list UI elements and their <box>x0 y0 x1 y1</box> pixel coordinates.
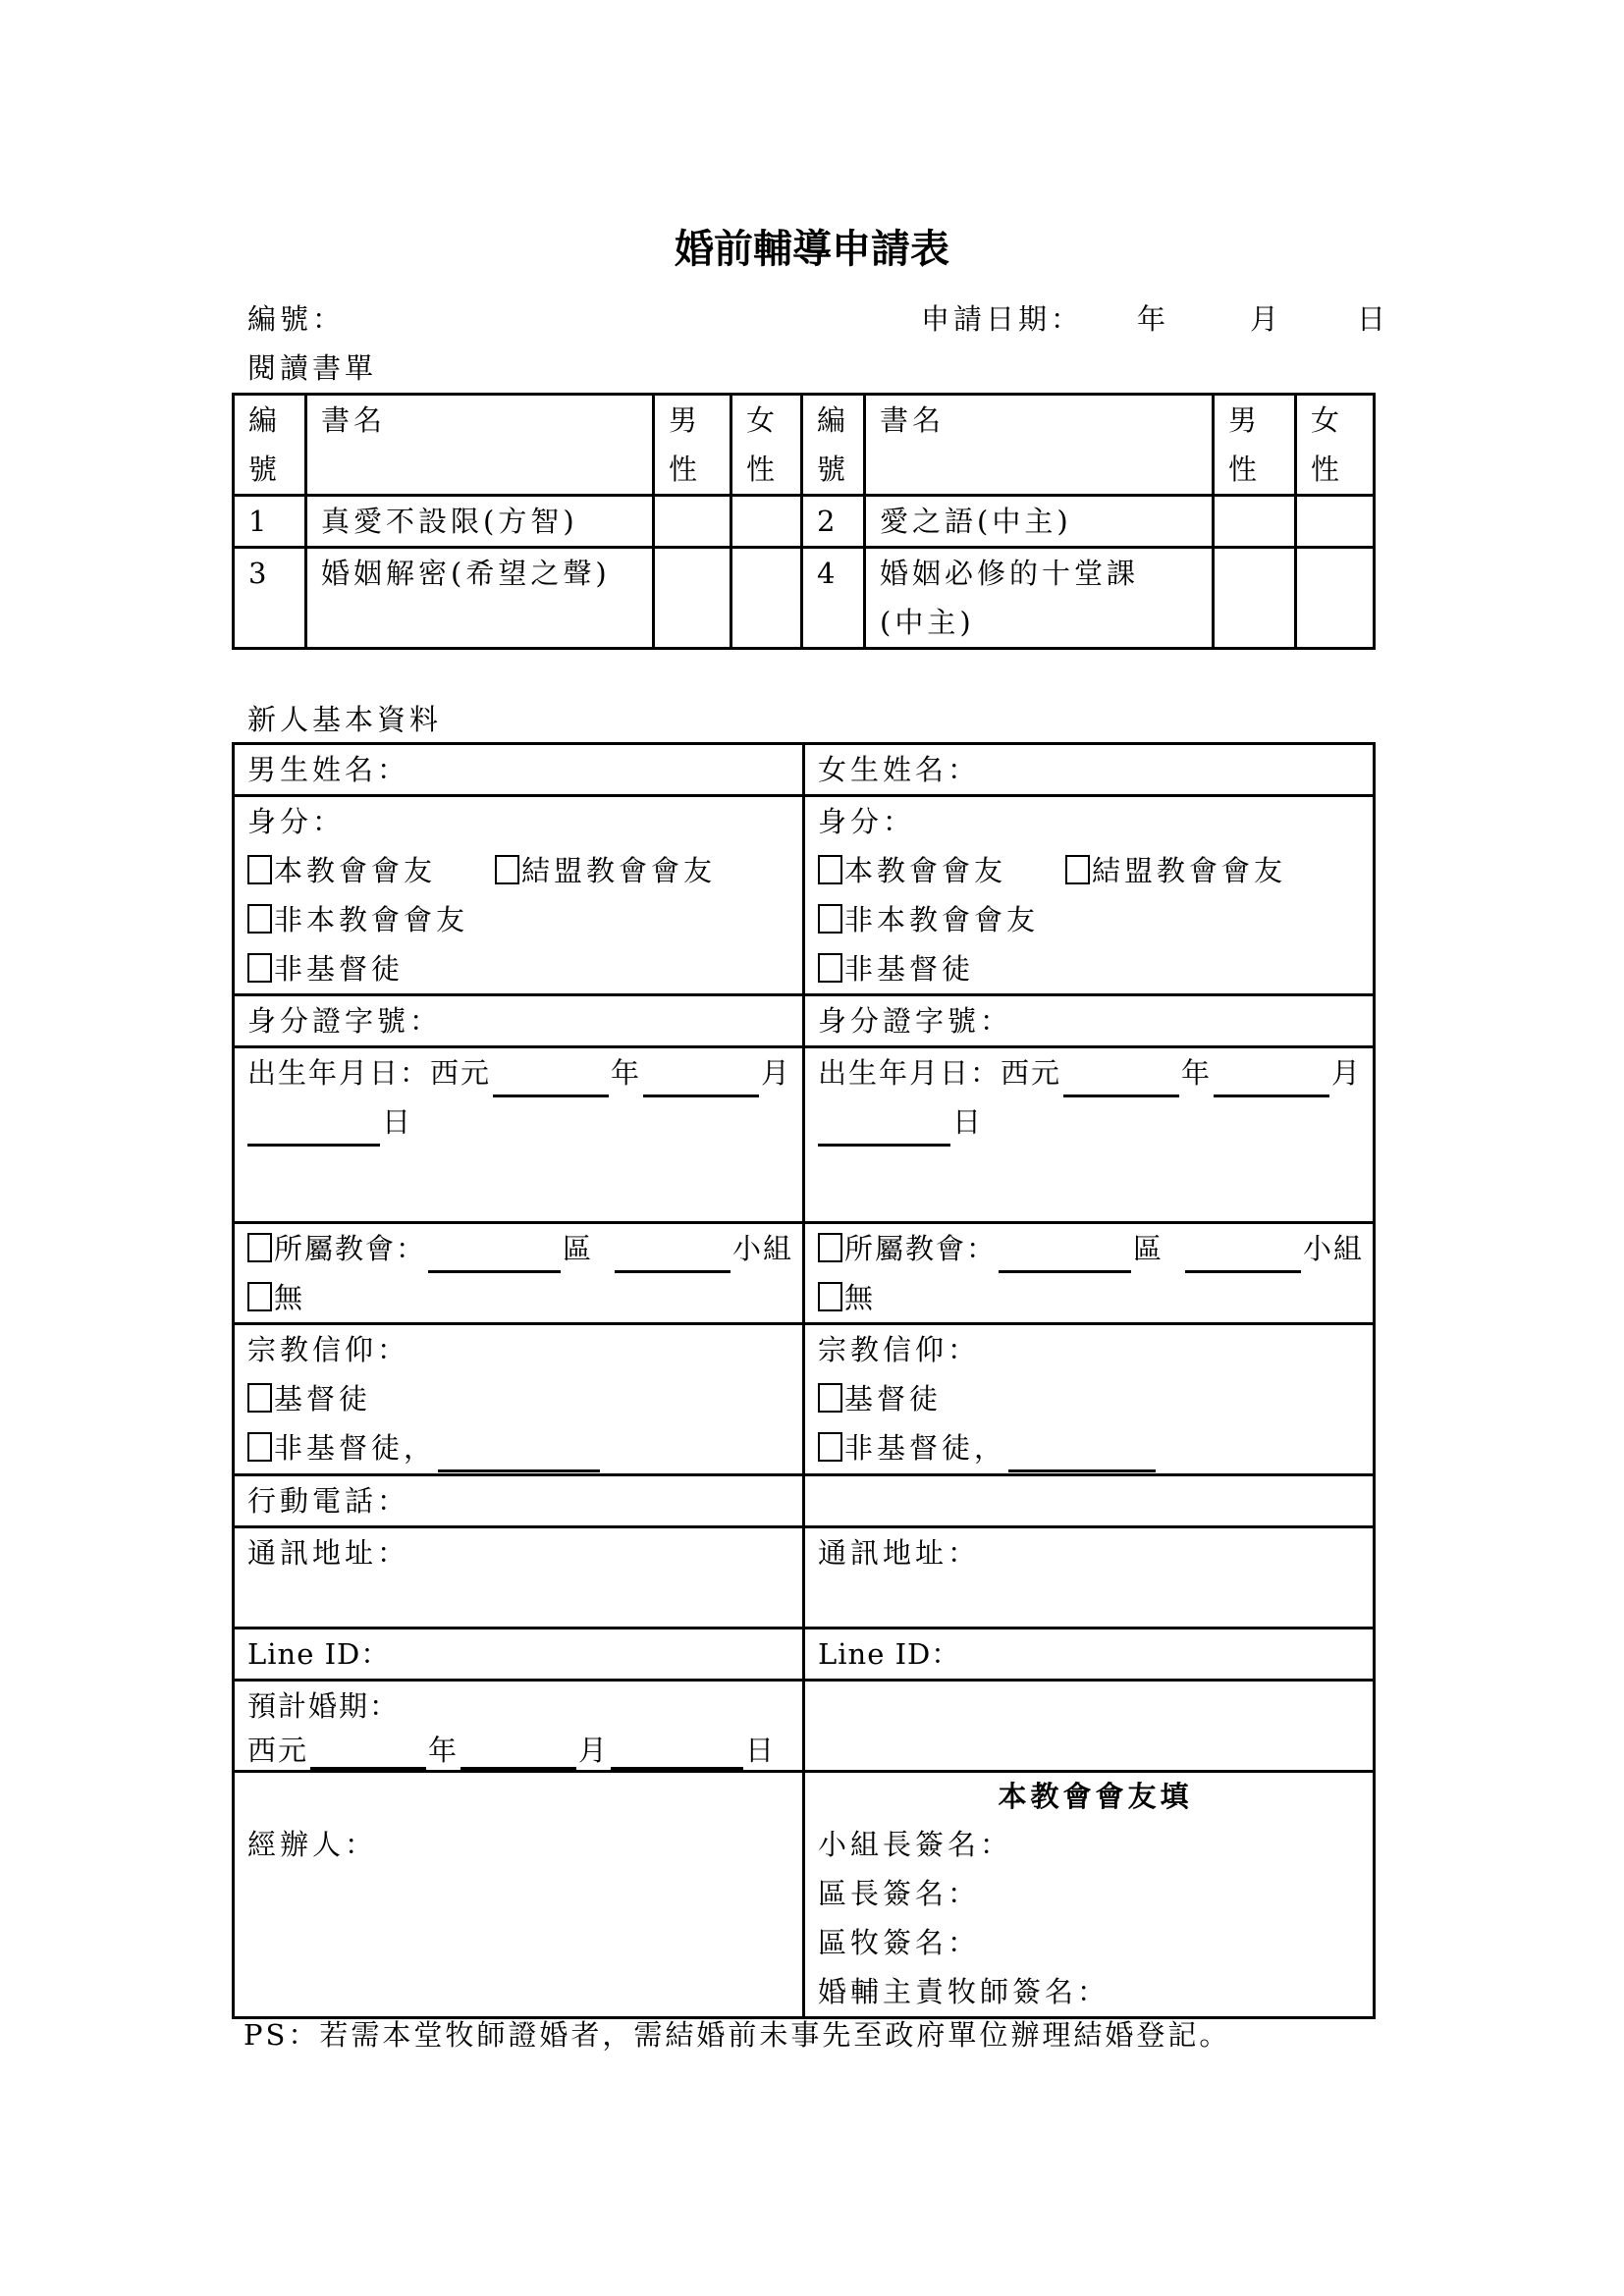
book-male-check[interactable] <box>654 496 731 548</box>
birth-day-blank[interactable] <box>818 1110 950 1147</box>
apply-date-year: 年 <box>1137 302 1170 336</box>
male-name-field[interactable]: 男生姓名： <box>234 744 804 796</box>
male-id-number-field[interactable]: 身分證字號： <box>234 995 804 1047</box>
female-address-field[interactable]: 通訊地址： <box>804 1527 1375 1629</box>
male-line-id-field[interactable]: Line ID： <box>234 1629 804 1681</box>
birth-year-blank[interactable] <box>1063 1061 1179 1097</box>
col-title: 書名 <box>306 395 654 496</box>
checkbox-own-church[interactable]: 本教會會友 <box>818 854 1006 887</box>
checkbox-not-own-church[interactable]: 非本教會會友 <box>818 895 1373 944</box>
checkbox-church[interactable]: 所屬教會： 區 小組 <box>247 1224 802 1273</box>
religion-label: 宗教信仰： <box>247 1333 410 1366</box>
group-leader-signature[interactable]: 小組長簽名： <box>818 1828 1013 1861</box>
book-title: 婚姻必修的十堂課 (中主) <box>865 548 1214 649</box>
handler-label: 經辦人： <box>247 1828 378 1861</box>
checkbox-icon[interactable] <box>247 855 272 884</box>
checkbox-icon[interactable] <box>247 1233 272 1262</box>
female-birth-date-cell[interactable]: 出生年月日：西元 年 月 日 <box>804 1047 1375 1223</box>
book-title: 真愛不設限(方智) <box>306 496 654 548</box>
checkbox-icon[interactable] <box>1065 855 1090 884</box>
birth-year-blank[interactable] <box>493 1061 609 1097</box>
wedding-date-label: 預計婚期： <box>247 1689 401 1723</box>
col-number: 編 號 <box>234 395 306 496</box>
col-male: 男 性 <box>654 395 731 496</box>
member-section-heading: 本教會會友填 <box>998 1780 1193 1813</box>
birth-month-blank[interactable] <box>1214 1061 1329 1097</box>
district-blank[interactable] <box>428 1237 561 1273</box>
wedding-date-cell[interactable]: 預計婚期： 西元 年 月 日 <box>234 1681 804 1772</box>
checkbox-allied-church[interactable]: 結盟教會會友 <box>495 854 716 887</box>
book-female-check[interactable] <box>1296 496 1375 548</box>
female-identity-cell <box>804 796 1375 995</box>
checkbox-non-christian-religion[interactable]: 非基督徒， <box>818 1423 1373 1472</box>
checkbox-icon[interactable] <box>818 1383 842 1413</box>
district-leader-signature[interactable]: 區長簽名： <box>818 1877 981 1910</box>
checkbox-allied-church[interactable]: 結盟教會會友 <box>1065 854 1286 887</box>
book-title: 婚姻解密(希望之聲) <box>306 548 654 649</box>
male-identity-cell <box>234 796 804 995</box>
checkbox-icon[interactable] <box>818 1233 842 1262</box>
apply-date-label: 申請日期： <box>921 302 1084 336</box>
checkbox-icon[interactable] <box>818 953 842 983</box>
checkbox-none[interactable]: 無 <box>247 1273 802 1322</box>
col-female: 女 性 <box>731 395 802 496</box>
male-address-field[interactable]: 通訊地址： <box>234 1527 804 1629</box>
male-religion-cell <box>234 1324 804 1475</box>
form-number-label: 編號： <box>247 302 346 336</box>
book-number: 1 <box>234 496 306 548</box>
checkbox-christian[interactable]: 基督徒 <box>818 1374 1373 1423</box>
religion-blank[interactable] <box>438 1436 600 1472</box>
group-blank[interactable] <box>615 1237 731 1273</box>
checkbox-non-christian-religion[interactable]: 非基督徒， <box>247 1423 802 1472</box>
wedding-year-blank[interactable] <box>310 1734 426 1770</box>
checkbox-christian[interactable]: 基督徒 <box>247 1374 802 1423</box>
checkbox-icon[interactable] <box>247 1432 272 1462</box>
book-title: 愛之語(中主) <box>865 496 1214 548</box>
male-birth-date-cell[interactable]: 出生年月日：西元 年 月 日 <box>234 1047 804 1223</box>
book-female-check[interactable] <box>1296 548 1375 649</box>
checkbox-icon[interactable] <box>495 855 519 884</box>
book-number: 4 <box>802 548 865 649</box>
col-title: 書名 <box>865 395 1214 496</box>
reading-list-header-row <box>234 395 1375 496</box>
reading-list-label: 閱讀書單 <box>247 351 378 385</box>
reading-list-table <box>232 393 1376 650</box>
checkbox-icon[interactable] <box>247 953 272 983</box>
female-religion-cell <box>804 1324 1375 1475</box>
religion-label: 宗教信仰： <box>818 1333 981 1366</box>
male-church-cell <box>234 1223 804 1324</box>
checkbox-icon[interactable] <box>247 1282 272 1311</box>
handler-field[interactable] <box>234 1772 804 2018</box>
footnote: PS：若需本堂牧師證婚者，需結婚前未事先至政府單位辦理結婚登記。 <box>244 2018 1231 2052</box>
checkbox-icon[interactable] <box>818 1282 842 1311</box>
member-signature-cell <box>804 1772 1375 2018</box>
checkbox-icon[interactable] <box>818 904 842 934</box>
identity-label: 身分： <box>818 805 916 838</box>
birth-month-blank[interactable] <box>643 1061 759 1097</box>
apply-date-month: 月 <box>1250 302 1283 336</box>
premarital-pastor-signature[interactable]: 婚輔主責牧師簽名： <box>818 1975 1110 2008</box>
checkbox-non-christian[interactable]: 非基督徒 <box>818 944 1373 993</box>
checkbox-own-church[interactable]: 本教會會友 <box>247 854 436 887</box>
religion-blank[interactable] <box>1008 1436 1156 1472</box>
book-male-check[interactable] <box>1214 548 1296 649</box>
birth-day-blank[interactable] <box>247 1110 380 1147</box>
female-id-number-field[interactable]: 身分證字號： <box>804 995 1375 1047</box>
checkbox-non-christian[interactable]: 非基督徒 <box>247 944 802 993</box>
checkbox-icon[interactable] <box>818 1432 842 1462</box>
female-name-field[interactable]: 女生姓名： <box>804 744 1375 796</box>
book-male-check[interactable] <box>1214 496 1296 548</box>
table-row <box>234 496 1375 548</box>
apply-date-day: 日 <box>1357 302 1390 336</box>
female-line-id-field[interactable]: Line ID： <box>804 1629 1375 1681</box>
col-female: 女 性 <box>1296 395 1375 496</box>
checkbox-not-own-church[interactable]: 非本教會會友 <box>247 895 802 944</box>
book-female-check[interactable] <box>731 496 802 548</box>
table-row <box>234 548 1375 649</box>
checkbox-church[interactable]: 所屬教會： 區 小組 <box>818 1224 1373 1273</box>
col-number: 編 號 <box>802 395 865 496</box>
col-male: 男 性 <box>1214 395 1296 496</box>
checkbox-none[interactable]: 無 <box>818 1273 1373 1322</box>
identity-label: 身分： <box>247 805 346 838</box>
basic-info-table <box>232 742 1376 2019</box>
district-pastor-signature[interactable]: 區牧簽名： <box>818 1926 981 1959</box>
form-title: 婚前輔導申請表 <box>675 227 949 272</box>
book-male-check[interactable] <box>654 548 731 649</box>
checkbox-icon[interactable] <box>818 855 842 884</box>
female-church-cell <box>804 1223 1375 1324</box>
mobile-field-right[interactable] <box>804 1475 1375 1527</box>
basic-info-label: 新人基本資料 <box>247 703 443 736</box>
district-blank[interactable] <box>999 1237 1131 1273</box>
wedding-day-blank[interactable] <box>611 1734 743 1770</box>
book-female-check[interactable] <box>731 548 802 649</box>
checkbox-icon[interactable] <box>247 1383 272 1413</box>
book-number: 2 <box>802 496 865 548</box>
checkbox-icon[interactable] <box>247 904 272 934</box>
group-blank[interactable] <box>1185 1237 1301 1273</box>
book-number: 3 <box>234 548 306 649</box>
wedding-date-right <box>804 1681 1375 1772</box>
wedding-month-blank[interactable] <box>460 1734 576 1770</box>
mobile-field[interactable]: 行動電話： <box>234 1475 804 1527</box>
